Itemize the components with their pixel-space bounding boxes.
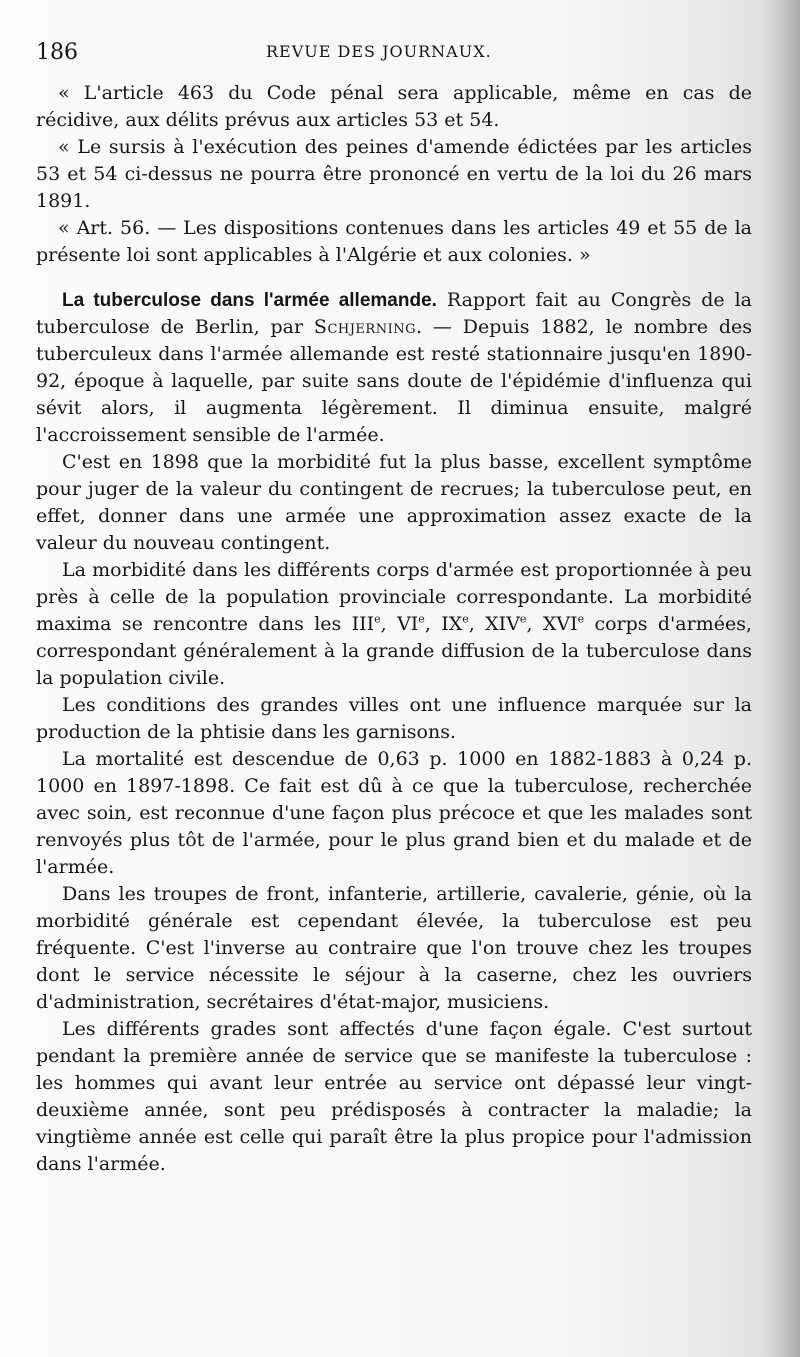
- section-heading-paragraph: [36, 287, 752, 449]
- page-content: [36, 80, 752, 1178]
- ordinal-superscript: e: [577, 612, 585, 626]
- section-title: La tuberculose dans l'armée allemande.: [62, 290, 437, 311]
- page-number: 186: [36, 40, 78, 65]
- body-paragraph: C'est en 1898 que la morbidité fut la plus basse, excellent symptôme pour juger de la valeur du contingent de recrues; la tuberculose peut, en effet, donner dans une armée une approximation assez exacte de la valeur du nouveau contingent.: [36, 451, 752, 554]
- ordinal-superscript: e: [374, 612, 381, 626]
- text-run: , XIV: [468, 613, 520, 635]
- text-run: corps d'armées, correspondant généralement à la grande diffusion de la tuberculose dans la population civile.: [36, 613, 752, 689]
- section-lead-rest: . — Depuis 1882, le nombre des tuberculeux dans l'armée allemande est resté stationnaire jusqu'en 1890-92, époque à laquelle, par suite sans doute de l'épidémie d'influenza qui sévit alors, il augmenta légèrement. Il diminua ensuite, malgré l'accroissement sensible de l'armée.: [36, 316, 752, 446]
- page-header: [36, 36, 752, 72]
- section-lead: Rapport fait au Congrès de la tuberculose de Berlin, par: [36, 289, 752, 338]
- ordinal-superscript: e: [418, 612, 425, 626]
- body-paragraph: La mortalité est descendue de 0,63 p. 1000 en 1882-1883 à 0,24 p. 1000 en 1897-1898. Ce fait est dû à ce que la tuberculose, recherchée avec soin, est reconnue d'une façon plus précoce et que les malades sont renvoyés plus tôt de l'armée, pour le plus grand bien et du malade et de l'armée.: [36, 748, 752, 878]
- text-run: , IX: [424, 613, 463, 635]
- text-run: , XVI: [526, 613, 578, 635]
- body-paragraph: Les conditions des grandes villes ont une influence marquée sur la production de la phtisie dans les garnisons.: [36, 694, 752, 743]
- text-run: La morbidité dans les différents corps d'armée est proportionnée à peu près à celle de la population provinciale correspondante. La morbidité maxima se rencontre dans les III: [36, 559, 752, 635]
- body-paragraph: Les différents grades sont affectés d'une façon égale. C'est surtout pendant la première année de service que se manifeste la tuberculose : les hommes qui avant leur entrée au service ont dépassé leur vingt-deuxième année, sont peu prédisposés à contracter la maladie; la vingtième année est celle qui paraît être la plus propice pour l'admission dans l'armée.: [36, 1018, 752, 1175]
- author-name: Schjerning: [313, 316, 416, 338]
- quote-paragraph: « Art. 56. — Les dispositions contenues dans les articles 49 et 55 de la présente loi sont applicables à l'Algérie et aux colonies. »: [36, 217, 752, 266]
- quote-paragraph: « L'article 463 du Code pénal sera applicable, même en cas de récidive, aux délits prévus aux articles 53 et 54.: [36, 82, 752, 131]
- section-spacer: [36, 269, 752, 287]
- text-run: , VI: [380, 613, 419, 635]
- quote-paragraph: « Le sursis à l'exécution des peines d'amende édictées par les articles 53 et 54 ci-dessus ne pourra être prononcé en vertu de la loi du 26 mars 1891.: [36, 136, 752, 212]
- body-paragraph: Dans les troupes de front, infanterie, artillerie, cavalerie, génie, où la morbidité générale est cependant élevée, la tuberculose est peu fréquente. C'est l'inverse au contraire que l'on trouve chez les troupes dont le service nécessite le séjour à la caserne, chez les ouvriers d'administration, secrétaires d'état-major, musiciens.: [36, 883, 752, 1013]
- body-paragraph: [36, 557, 752, 692]
- running-title: REVUE DES JOURNAUX.: [266, 42, 492, 61]
- ordinal-superscript: e: [519, 612, 527, 626]
- ordinal-superscript: e: [462, 612, 469, 626]
